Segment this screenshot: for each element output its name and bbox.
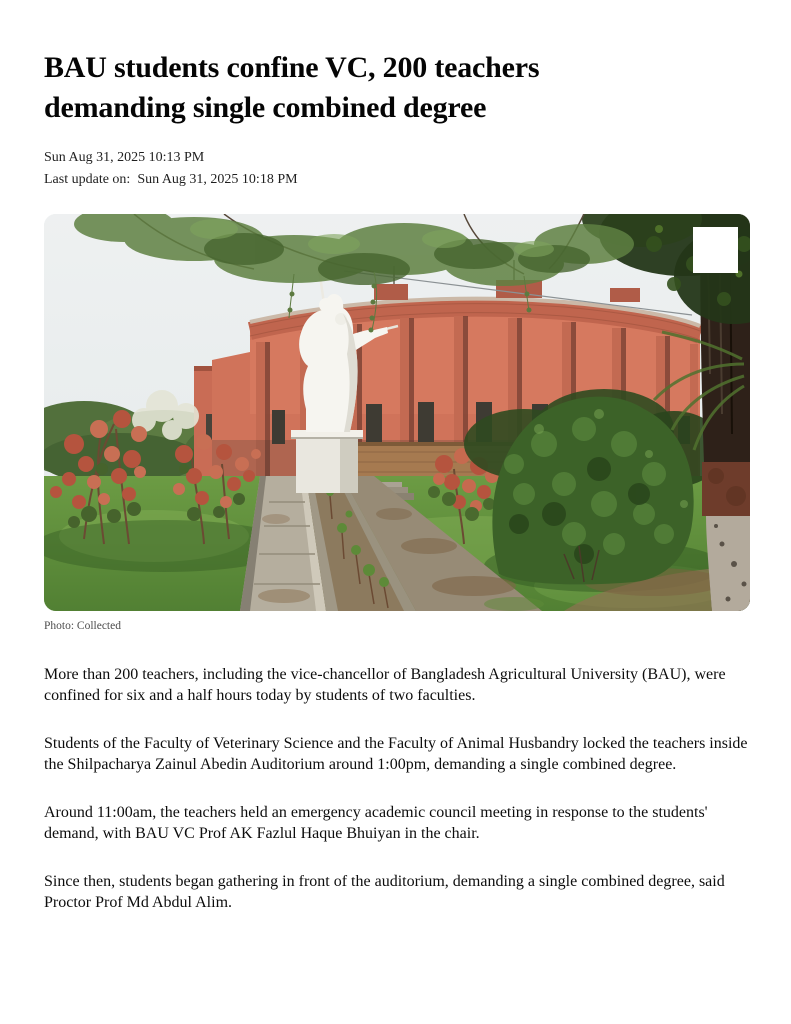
article-paragraph: Around 11:00am, the teachers held an emergency academic council meeting in response to the students' demand, with BAU VC Prof AK Fazlul Haque Bhuiyan in the chair.	[44, 804, 708, 842]
article-meta	[44, 147, 750, 191]
article-headline: BAU students confine VC, 200 teachers demanding single combined degree	[44, 51, 540, 124]
article-paragraph: More than 200 teachers, including the vice-chancellor of Bangladesh Agricultural University (BAU), were confined for six and a half hours today by students of two faculties.	[44, 666, 726, 704]
last-update-value: Sun Aug 31, 2025 10:18 PM	[137, 172, 298, 187]
publish-date: Sun Aug 31, 2025 10:13 PM	[44, 150, 205, 165]
article-photo	[44, 214, 750, 611]
article-paragraph: Students of the Faculty of Veterinary Science and the Faculty of Animal Husbandry locked the teachers inside the Shilpacharya Zainul Abedin Auditorium around 1:00pm, demanding a single combined degree.	[44, 735, 748, 773]
article-paragraph: Since then, students began gathering in front of the auditorium, demanding a single combined degree, said Proctor Prof Md Abdul Alim.	[44, 873, 725, 911]
article-body	[44, 664, 750, 913]
photo-watermark-blank	[693, 227, 738, 273]
campus-photo-illustration	[44, 214, 750, 611]
last-update-date	[44, 169, 750, 191]
last-update-label: Last update on:	[44, 172, 131, 187]
photo-caption: Photo: Collected	[44, 620, 121, 632]
article-figure	[44, 214, 750, 633]
